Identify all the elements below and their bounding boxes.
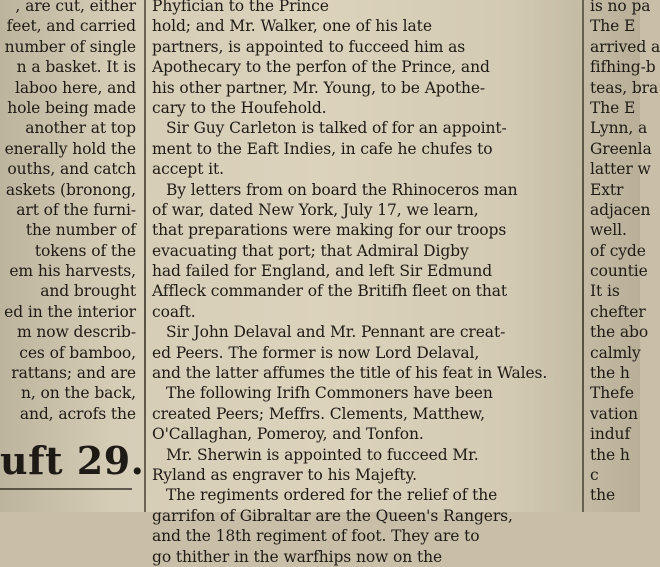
article-line: O'Callaghan, Pomeroy, and Tonfon. <box>152 425 424 444</box>
article-line: coaft. <box>152 302 196 321</box>
left-column-line: another at top <box>25 119 136 138</box>
right-column-line: teas, bra <box>590 78 659 97</box>
left-column <box>0 0 138 424</box>
left-column-line: laboo here, and <box>15 78 136 97</box>
right-column-line: It is <box>590 282 620 301</box>
article-line: evacuating that port; that Admiral Digby <box>152 241 469 260</box>
right-column-line: countie <box>590 262 648 281</box>
left-column-line: hole being made <box>7 98 136 117</box>
article-line: Sir John Delaval and Mr. Pennant are creat- <box>166 323 506 342</box>
right-column-line: arrived a <box>590 37 660 56</box>
article-line: accept it. <box>152 160 224 179</box>
column-divider-horizontal <box>0 488 132 490</box>
article-line: created Peers; Meffrs. Clements, Matthew, <box>152 404 485 423</box>
right-column-line: latter w <box>590 160 651 179</box>
article-line: garrifon of Gibraltar are the Queen's Rangers, <box>152 506 513 525</box>
right-column-line: fifhing-b <box>590 58 656 77</box>
date-heading: uft 29. <box>0 438 145 483</box>
article-line: ed Peers. The former is now Lord Delaval, <box>152 343 480 362</box>
left-column-line: n, on the back, <box>20 384 136 403</box>
article-line: of war, dated New York, July 17, we learn, <box>152 200 479 219</box>
middle-column <box>152 0 576 567</box>
right-column-line: The E <box>590 98 636 117</box>
right-column-line: Greenla <box>590 139 652 158</box>
right-column-line: the h <box>590 364 630 383</box>
left-column-line: m now describ- <box>17 323 136 342</box>
article-line: Affleck commander of the Britifh fleet on that <box>152 282 508 301</box>
left-column-line: ces of bamboo, <box>19 343 136 362</box>
right-column-line: is no pa <box>590 0 651 15</box>
left-column-line: and, acrofs the <box>19 404 136 423</box>
right-column-line: the <box>590 486 616 505</box>
right-column-line: calmly <box>590 343 641 362</box>
right-column-line: of cyde <box>590 241 646 260</box>
right-column-line: adjacen <box>590 200 651 219</box>
left-column-line: askets (bronong, <box>5 180 136 199</box>
left-column-line: ed in the interior <box>4 302 136 321</box>
article-line: The regiments ordered for the relief of the <box>166 486 498 505</box>
left-column-line: em his harvests, <box>9 262 136 281</box>
article-line: The following Irifh Commoners have been <box>166 384 493 403</box>
right-column-line: Thefe <box>590 384 634 403</box>
right-column-line: vation <box>590 404 638 423</box>
left-column-line: feet, and carried <box>6 17 136 36</box>
column-rule-right <box>582 0 584 512</box>
article-line: Phyfician to the Prince <box>152 0 329 15</box>
article-line: and the latter affumes the title of his feat in Wales. <box>152 364 548 383</box>
article-line: ment to the Eaft Indies, in cafe he chufes to <box>152 139 493 158</box>
left-column-line: , are cut, either <box>15 0 136 15</box>
article-line: Sir Guy Carleton is talked of for an appoint- <box>166 119 507 138</box>
article-line: hold; and Mr. Walker, one of his late <box>152 17 432 36</box>
left-column-line: enerally hold the <box>4 139 136 158</box>
left-column-line: the number of <box>25 221 136 240</box>
left-column-line: rattans; and are <box>11 364 136 383</box>
article-line: that preparations were making for our troops <box>152 221 507 240</box>
article-line: his other partner, Mr. Young, to be Apothe- <box>152 78 486 97</box>
right-column-line: Extr <box>590 180 624 199</box>
article-line: and the 18th regiment of foot. They are to <box>152 527 480 546</box>
right-column-line: induf <box>590 425 631 444</box>
right-column-line: Lynn, a <box>590 119 648 138</box>
article-line: By letters from on board the Rhinoceros man <box>166 180 518 199</box>
left-column-line: and brought <box>40 282 136 301</box>
right-column-line: c <box>590 465 599 484</box>
column-rule-left <box>144 0 146 512</box>
article-line: Ryland as engraver to his Majefty. <box>152 465 417 484</box>
left-column-line: number of single <box>4 37 136 56</box>
right-column-line: the abo <box>590 323 649 342</box>
article-line: had failed for England, and left Sir Edmund <box>152 262 493 281</box>
article-line: cary to the Houfehold. <box>152 98 327 117</box>
left-column-line: tokens of the <box>34 241 136 260</box>
article-line: partners, is appointed to fucceed him as <box>152 37 466 56</box>
right-column-line: The E <box>590 17 636 36</box>
right-column-line: well. <box>590 221 627 240</box>
right-column-line: the h <box>590 445 630 464</box>
article-line: Mr. Sherwin is appointed to fucceed Mr. <box>166 445 479 464</box>
right-column-line: chefter <box>590 302 646 321</box>
left-column-line: ouths, and catch <box>7 160 136 179</box>
article-line: go thither in the warfhips now on the <box>152 547 443 566</box>
left-column-line: art of the furni- <box>16 200 136 219</box>
article-line: Apothecary to the perfon of the Prince, and <box>152 58 490 77</box>
right-column <box>590 0 660 506</box>
left-column-line: n a basket. It is <box>16 58 136 77</box>
